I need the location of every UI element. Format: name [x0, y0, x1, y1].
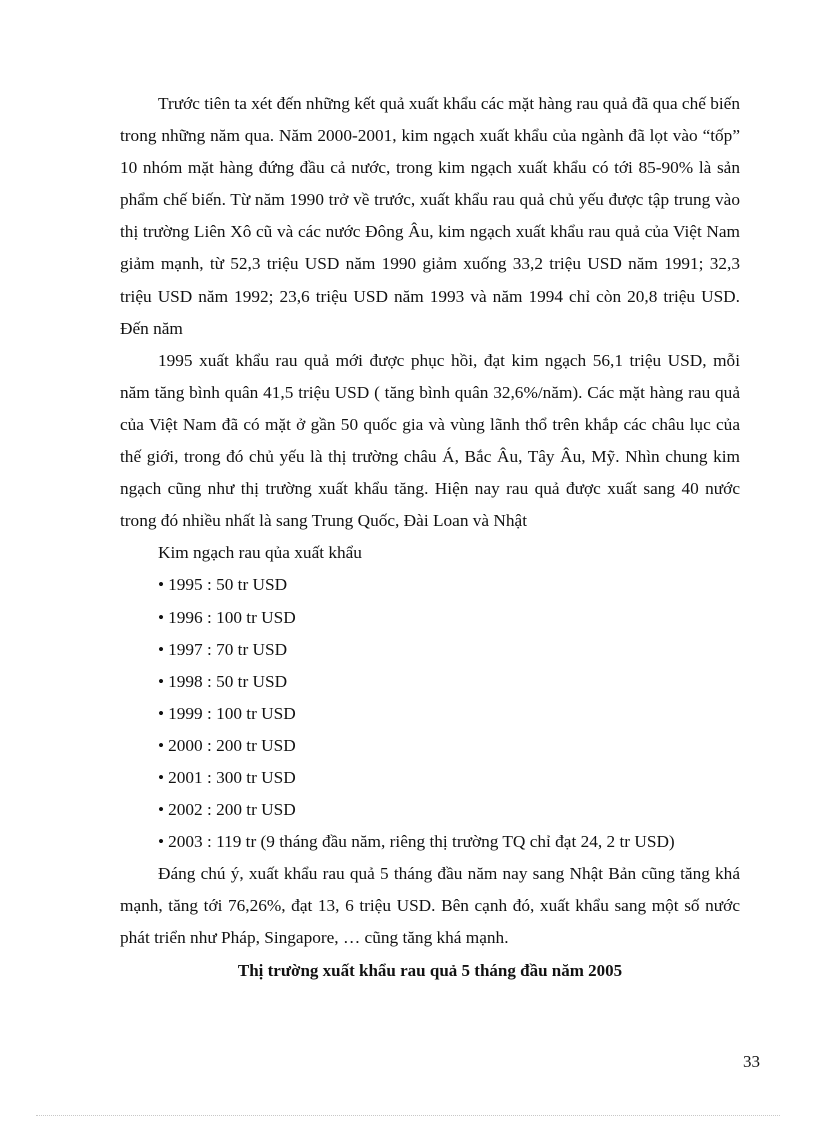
bullet-icon: • [158, 575, 165, 595]
list-item: • 1995 : 50 tr USD [158, 575, 288, 595]
paragraph-export-history: Trước tiên ta xét đến những kết quả xuất khẩu các mặt hàng rau quả đã qua chế biến trong những năm qua. Năm 2000-2001, kim ngạch xuất khẩu của ngành đã lọt vào “tốp” 10 nhóm mặt hàng đứng đầu cả nước, trong kim ngạch xuất khẩu có tới 85-90% là sản phẩm chế biến. Từ năm 1990 trở về trước, xuất khẩu rau quả chủ yếu được tập trung vào thị trường Liên Xô cũ và các nước Đông Âu, kim ngạch xuất khẩu rau quả của Việt Nam giảm mạnh, từ 52,3 triệu USD năm 1990 giảm xuống 33,2 triệu USD năm 1991; 32,3 triệu USD năm 1992; 23,6 triệu USD năm 1993 và năm 1994 chỉ còn 20,8 triệu USD. Đến năm [120, 94, 740, 338]
list-item: • 1997 : 70 tr USD [158, 639, 288, 659]
bullet-icon: • [158, 639, 165, 659]
page-bottom-divider [36, 1115, 780, 1116]
bullet-icon: • [158, 767, 165, 787]
export-value-list [120, 569, 740, 858]
bullet-icon: • [158, 832, 165, 852]
paragraph-japan-exports: Đáng chú ý, xuất khẩu rau quả 5 tháng đầu năm nay sang Nhật Bản cũng tăng khá mạnh, tăng tới 76,26%, đạt 13, 6 triệu USD. Bên cạnh đó, xuất khẩu sang một số nước phát triển như Pháp, Singapore, … cũng tăng khá mạnh. [120, 864, 740, 948]
list-item: • 2002 : 200 tr USD [158, 800, 296, 820]
list-item: • 1999 : 100 tr USD [158, 703, 296, 723]
bullet-icon: • [158, 800, 165, 820]
bullet-icon: • [158, 735, 165, 755]
page-number: 33 [743, 1052, 760, 1071]
list-item: • 2000 : 200 tr USD [158, 735, 296, 755]
list-item: • 1996 : 100 tr USD [158, 607, 296, 627]
list-item: • 1998 : 50 tr USD [158, 671, 288, 691]
export-list-title: Kim ngạch rau qủa xuất khẩu [158, 543, 362, 563]
section-title: Thị trường xuất khẩu rau quả 5 tháng đầu năm 2005 [237, 960, 623, 980]
list-item: • 2001 : 300 tr USD [158, 767, 296, 787]
bullet-icon: • [158, 703, 165, 723]
paragraph-export-recovery: 1995 xuất khẩu rau quả mới được phục hồi, đạt kim ngạch 56,1 triệu USD, mỗi năm tăng bình quân 41,5 triệu USD ( tăng bình quân 32,6%/năm). Các mặt hàng rau quả của Việt Nam đã có mặt ở gần 50 quốc gia và vùng lãnh thổ trên khắp các châu lục của thế giới, trong đó chủ yếu là thị trường châu Á, Bắc Âu, Tây Âu, Mỹ. Nhìn chung kim ngạch cũng như thị trường xuất khẩu tăng. Hiện nay rau quả được xuất sang 40 nước trong đó nhiều nhất là sang Trung Quốc, Đài Loan và Nhật [120, 350, 740, 531]
bullet-icon: • [158, 671, 165, 691]
body-text [120, 88, 740, 987]
list-item: • 2003 : 119 tr (9 tháng đầu năm, riêng thị trường TQ chỉ đạt 24, 2 tr USD) [158, 832, 675, 852]
bullet-icon: • [158, 607, 165, 627]
